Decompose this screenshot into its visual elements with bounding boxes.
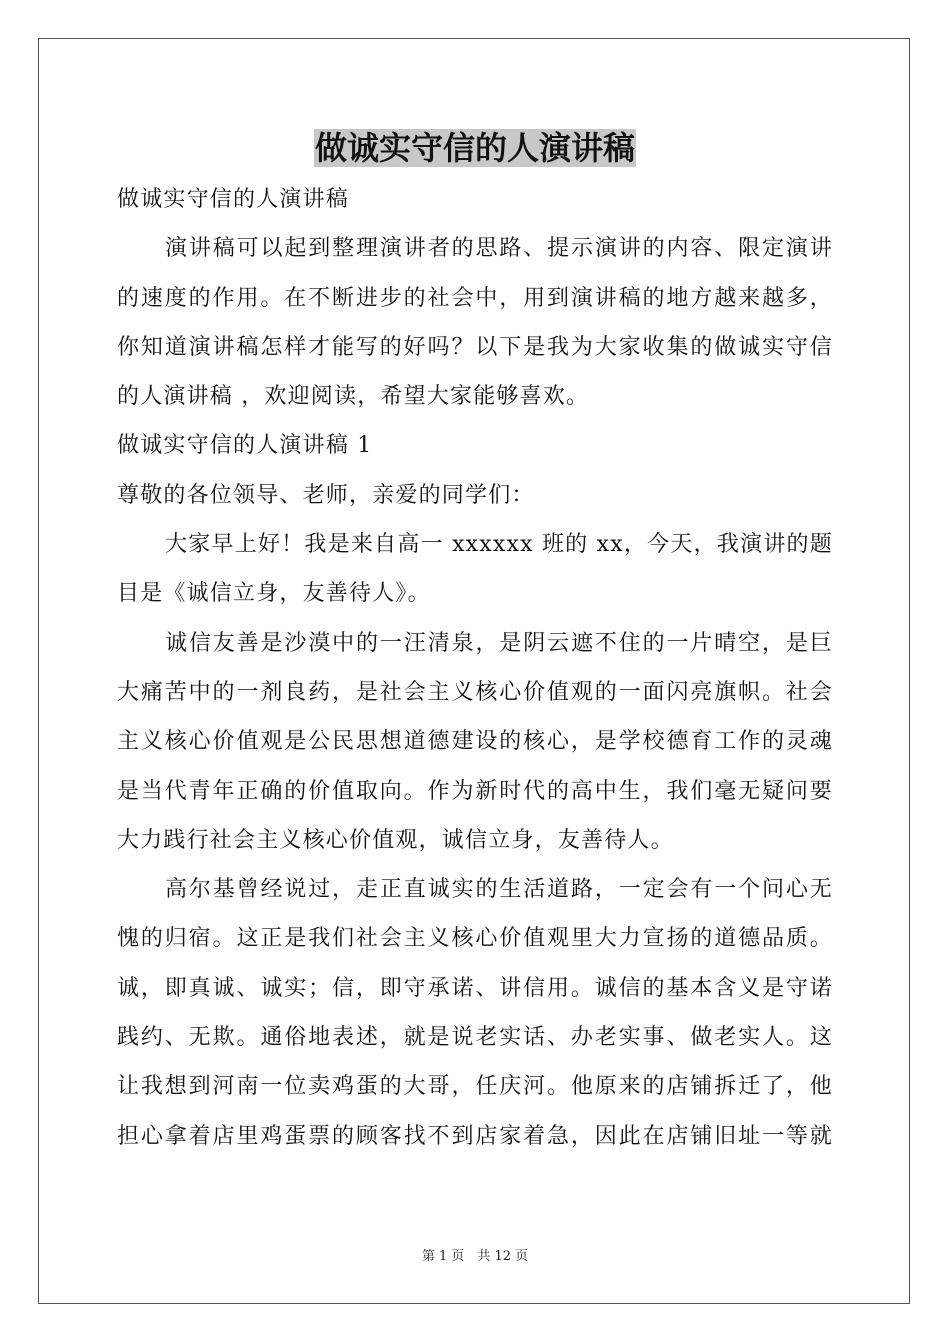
text-line: 主义核心价值观是公民思想道德建设的核心，是学校德育工作的灵魂 [117,729,833,755]
text-line: 践约、无欺。通俗地表述，就是说老实话、办老实事、做老实人。这 [117,1025,833,1051]
text-line: 目是《诚信立身，友善待人》。 [117,581,431,607]
text-line: 诚，即真诚、诚实；信，即守承诺、讲信用。诚信的基本含义是守诺 [117,975,833,1001]
text-line: 是当代青年正确的价值取向。作为新时代的高中生，我们毫无疑问要 [117,778,833,804]
text-line: 尊敬的各位领导、老师，亲爱的同学们： [117,482,535,508]
document-title-text: 做诚实守信的人演讲稿 [314,129,635,167]
text-line: 的速度的作用。在不断进步的社会中，用到演讲稿的地方越来越多， [117,285,833,311]
text-line: 大痛苦中的一剂良药，是社会主义核心价值观的一面闪亮旗帜。社会 [117,679,833,705]
text-line: 大家早上好！我是来自高一 xxxxxx 班的 xx，今天，我演讲的题 [165,532,833,558]
document-title [0,126,950,170]
text-line: 大力践行社会主义核心价值观，诚信立身，友善待人。 [117,827,674,853]
text-line: 做诚实守信的人演讲稿 [117,187,350,212]
text-line: 让我想到河南一位卖鸡蛋的大哥，任庆河。他原来的店铺拆迁了，他 [117,1074,833,1100]
text-line: 你知道演讲稿怎样才能写的好吗？以下是我为大家收集的做诚实守信 [117,334,833,360]
text-line: 演讲稿可以起到整理演讲者的思路、提示演讲的内容、限定演讲 [165,236,833,262]
text-line: 诚信友善是沙漠中的一汪清泉，是阴云遮不住的一片晴空，是巨 [165,630,833,656]
text-line: 高尔基曾经说过，走正直诚实的生活道路，一定会有一个问心无 [165,877,833,903]
text-line: 担心拿着店里鸡蛋票的顾客找不到店家着急，因此在店铺旧址一等就 [117,1123,833,1149]
text-line: 的人演讲稿 ，欢迎阅读，希望大家能够喜欢。 [117,384,590,410]
document-body [117,175,833,1161]
text-line: 做诚实守信的人演讲稿 1 [117,433,373,459]
page-footer: 第 1 页 共 12 页 [421,1249,529,1264]
text-line: 愧的归宿。这正是我们社会主义核心价值观里大力宣扬的道德品质。 [117,926,833,952]
